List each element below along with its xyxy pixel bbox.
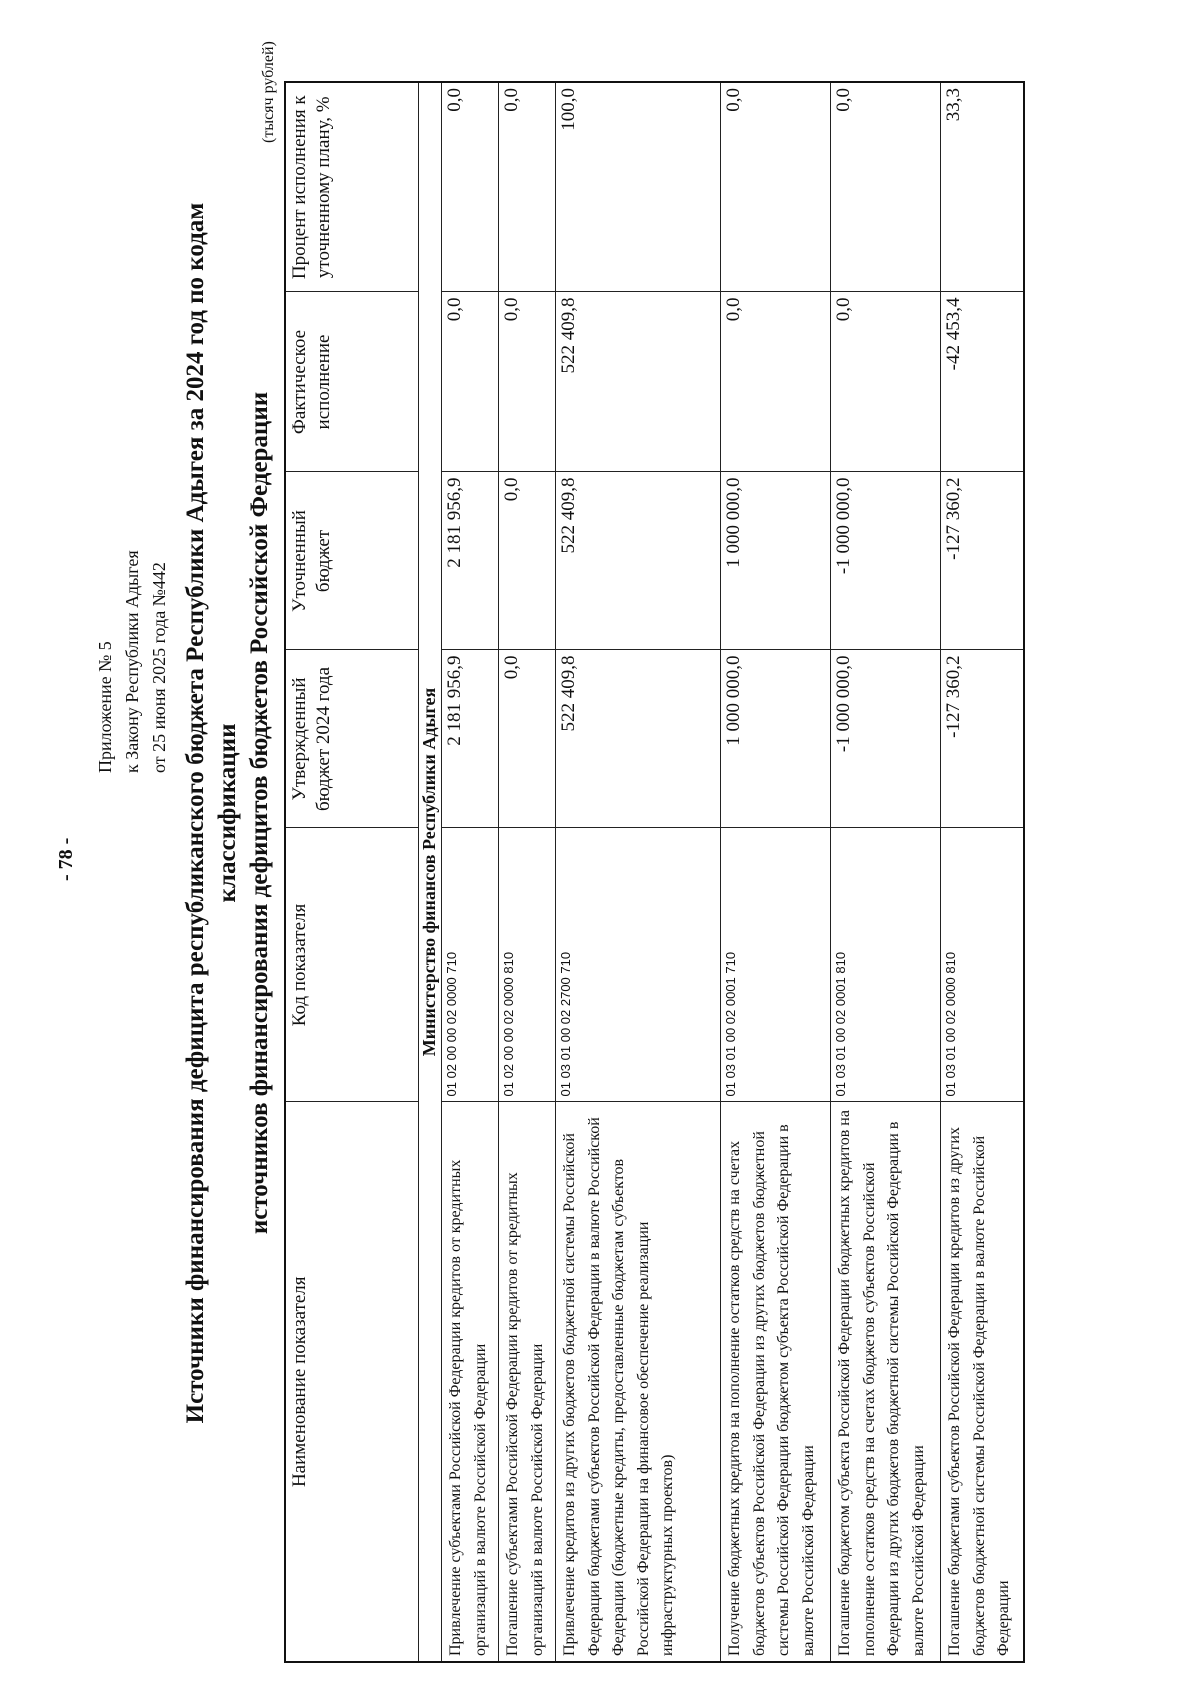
header-name: Наименование показателя — [285, 1102, 419, 1662]
title-line-1: Источники финансирования дефицита республиканского бюджета Республики Адыгея за 2024 год по кодам классификации — [182, 202, 241, 1424]
row-approved: 2 181 956,9 — [442, 650, 499, 828]
row-name: Погашение субъектами Российской Федерации кредитов от кредитных организаций в валюте Российской Федерации — [499, 1102, 556, 1662]
table-row — [499, 82, 556, 1662]
table-row — [831, 82, 941, 1662]
unit-label: (тысяч рублей) — [260, 41, 277, 143]
header-refined: Уточненный бюджет — [285, 472, 419, 650]
row-name: Погашение бюджетами субъектов Российской Федерации кредитов из других бюджетов бюджетной системы Российской Федерации в валюте Российской Федерации — [941, 1102, 1024, 1662]
row-refined: -1 000 000,0 — [831, 472, 941, 650]
title-line-2: источников финансирования дефицитов бюджетов Российской Федерации — [246, 391, 273, 1235]
row-refined: 522 409,8 — [556, 472, 721, 650]
row-name: Привлечение кредитов из других бюджетов бюджетной системы Российской Федерации бюджетами субъектов Российской Федерации в валюте Российской Федерации (бюджетные кредиты, предоставленные бюджетам субъектов Российской Федерации на финансовое обеспечение реализации инфраструктурных проектов) — [556, 1102, 721, 1662]
row-code: 01 02 00 00 02 0000 710 — [442, 828, 499, 1102]
row-code: 01 02 00 00 02 0000 810 — [499, 828, 556, 1102]
row-percent: 0,0 — [831, 82, 941, 292]
row-approved: 522 409,8 — [556, 650, 721, 828]
header-percent: Процент исполнения к уточненному плану, % — [285, 82, 419, 292]
row-actual: 522 409,8 — [556, 292, 721, 472]
row-percent: 0,0 — [442, 82, 499, 292]
table-row — [721, 82, 831, 1662]
document-title — [180, 113, 276, 1513]
row-code: 01 03 01 00 02 0000 810 — [941, 828, 1024, 1102]
appendix-line-3: от 25 июня 2025 года №442 — [149, 562, 169, 773]
table-row — [556, 82, 721, 1662]
row-approved: 1 000 000,0 — [721, 650, 831, 828]
row-percent: 0,0 — [499, 82, 556, 292]
row-approved: -1 000 000,0 — [831, 650, 941, 828]
financing-table — [284, 81, 1025, 1663]
row-actual: 0,0 — [721, 292, 831, 472]
section-title: Министерство финансов Республики Адыгея — [419, 82, 442, 1662]
appendix-line-1: Приложение № 5 — [95, 641, 115, 773]
row-code: 01 03 01 00 02 0001 710 — [721, 828, 831, 1102]
row-refined: -127 360,2 — [941, 472, 1024, 650]
row-code: 01 03 01 00 02 0001 810 — [831, 828, 941, 1102]
section-row — [419, 82, 442, 1662]
row-approved: -127 360,2 — [941, 650, 1024, 828]
page-number: - 78 - — [55, 837, 77, 881]
row-approved: 0,0 — [499, 650, 556, 828]
row-name: Погашение бюджетом субъекта Российской Федерации бюджетных кредитов на пополнение остатков средств на счетах бюджетов субъектов Российской Федерации из других бюджетов бюджетной системы Российской Федерации в валюте Российской Федерации — [831, 1102, 941, 1662]
row-code: 01 03 01 00 02 2700 710 — [556, 828, 721, 1102]
header-approved: Утвержденный бюджет 2024 года — [285, 650, 419, 828]
row-refined: 1 000 000,0 — [721, 472, 831, 650]
row-percent: 100,0 — [556, 82, 721, 292]
appendix-note — [92, 550, 173, 773]
table-row — [442, 82, 499, 1662]
row-actual: 0,0 — [442, 292, 499, 472]
row-name: Получение бюджетных кредитов на пополнение остатков средств на счетах бюджетов субъектов Российской Федерации из других бюджетов бюджетной системы Российской Федерации бюджетом субъекта Российской Федерации в валюте Российской Федерации — [721, 1102, 831, 1662]
row-actual: -42 453,4 — [941, 292, 1024, 472]
row-refined: 2 181 956,9 — [442, 472, 499, 650]
table-row — [941, 82, 1024, 1662]
row-name: Привлечение субъектами Российской Федерации кредитов от кредитных организаций в валюте Российской Федерации — [442, 1102, 499, 1662]
row-percent: 0,0 — [721, 82, 831, 292]
appendix-line-2: к Закону Республики Адыгея — [122, 550, 142, 773]
header-actual: Фактическое исполнение — [285, 292, 419, 472]
row-percent: 33,3 — [941, 82, 1024, 292]
row-actual: 0,0 — [831, 292, 941, 472]
table-header-row — [285, 82, 419, 1662]
row-actual: 0,0 — [499, 292, 556, 472]
header-code: Код показателя — [285, 828, 419, 1102]
row-refined: 0,0 — [499, 472, 556, 650]
